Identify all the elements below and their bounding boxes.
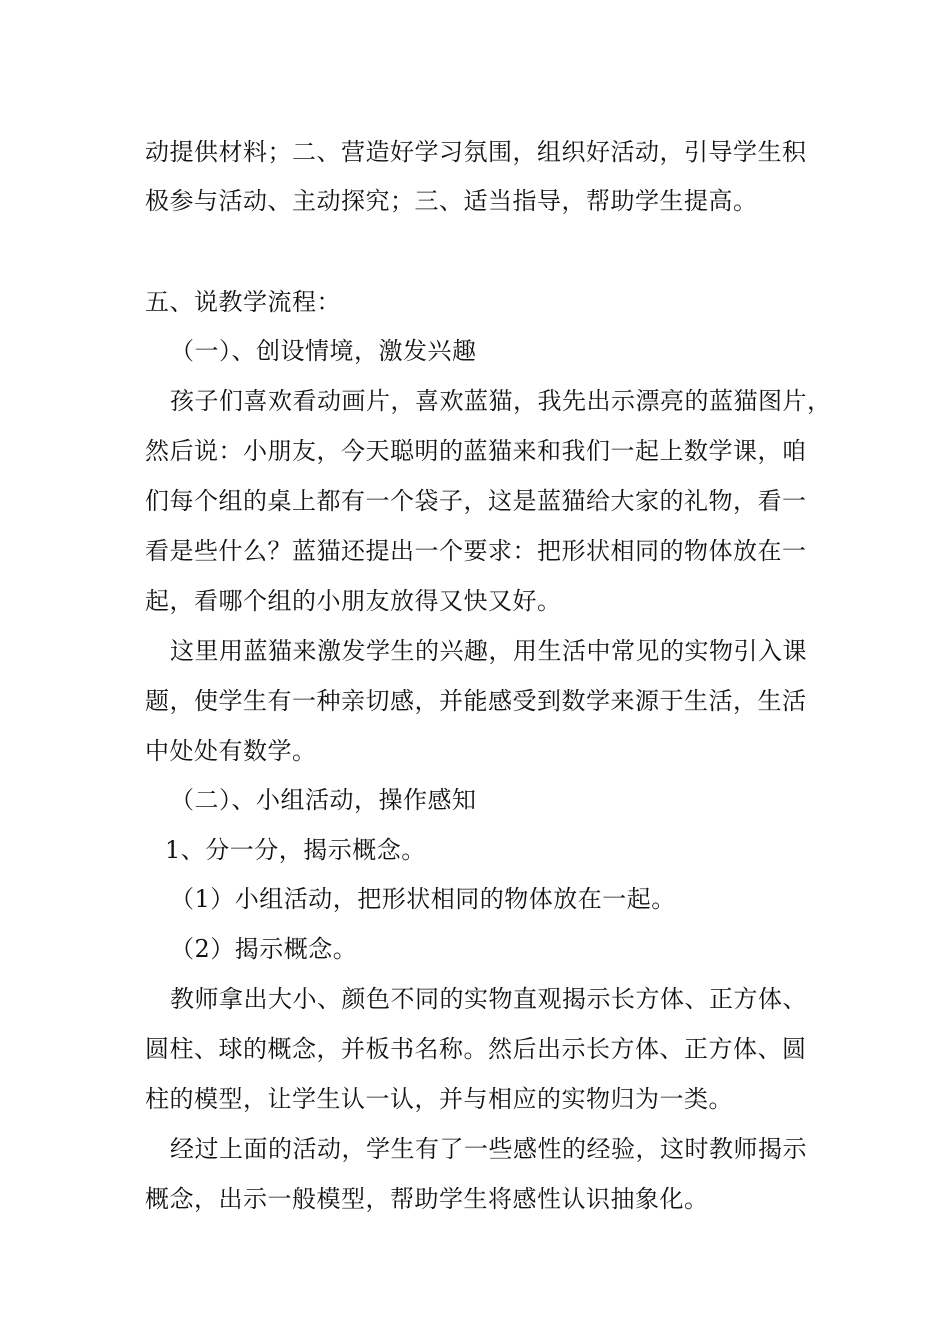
subsection-heading: （一）、创设情境，激发兴趣 [170, 337, 477, 365]
text-line: 题，使学生有一种亲切感，并能感受到数学来源于生活，生活 [145, 687, 807, 715]
subsection-heading: （二）、小组活动，操作感知 [170, 786, 477, 814]
text-line: 教师拿出大小、颜色不同的实物直观揭示长方体、正方体、 [170, 985, 807, 1013]
list-item: （1）小组活动，把形状相同的物体放在一起。 [170, 885, 676, 913]
text-line: 看是些什么？蓝猫还提出一个要求：把形状相同的物体放在一 [145, 537, 807, 565]
list-item: （2）揭示概念。 [170, 935, 358, 963]
list-item: 1、分一分，揭示概念。 [165, 836, 426, 864]
text-line: 圆柱、球的概念，并板书名称。然后出示长方体、正方体、圆 [145, 1035, 807, 1063]
text-line: 经过上面的活动，学生有了一些感性的经验，这时教师揭示 [170, 1135, 807, 1163]
text-line: 极参与活动、主动探究；三、适当指导，帮助学生提高。 [145, 187, 758, 215]
text-line: 这里用蓝猫来激发学生的兴趣，用生活中常见的实物引入课 [170, 637, 807, 665]
text-line: 动提供材料；二、营造好学习氛围，组织好活动，引导学生积 [145, 138, 807, 166]
section-heading: 五、说教学流程： [145, 288, 341, 316]
text-line: 中处处有数学。 [145, 737, 317, 765]
text-line: 柱的模型，让学生认一认，并与相应的实物归为一类。 [145, 1085, 733, 1113]
text-line: 然后说：小朋友，今天聪明的蓝猫来和我们一起上数学课，咱 [145, 437, 807, 465]
text-line: 概念，出示一般模型，帮助学生将感性认识抽象化。 [145, 1185, 709, 1213]
text-line: 起，看哪个组的小朋友放得又快又好。 [145, 587, 562, 615]
text-line: 孩子们喜欢看动画片，喜欢蓝猫，我先出示漂亮的蓝猫图片， [170, 387, 832, 415]
text-line: 们每个组的桌上都有一个袋子，这是蓝猫给大家的礼物，看一 [145, 487, 807, 515]
